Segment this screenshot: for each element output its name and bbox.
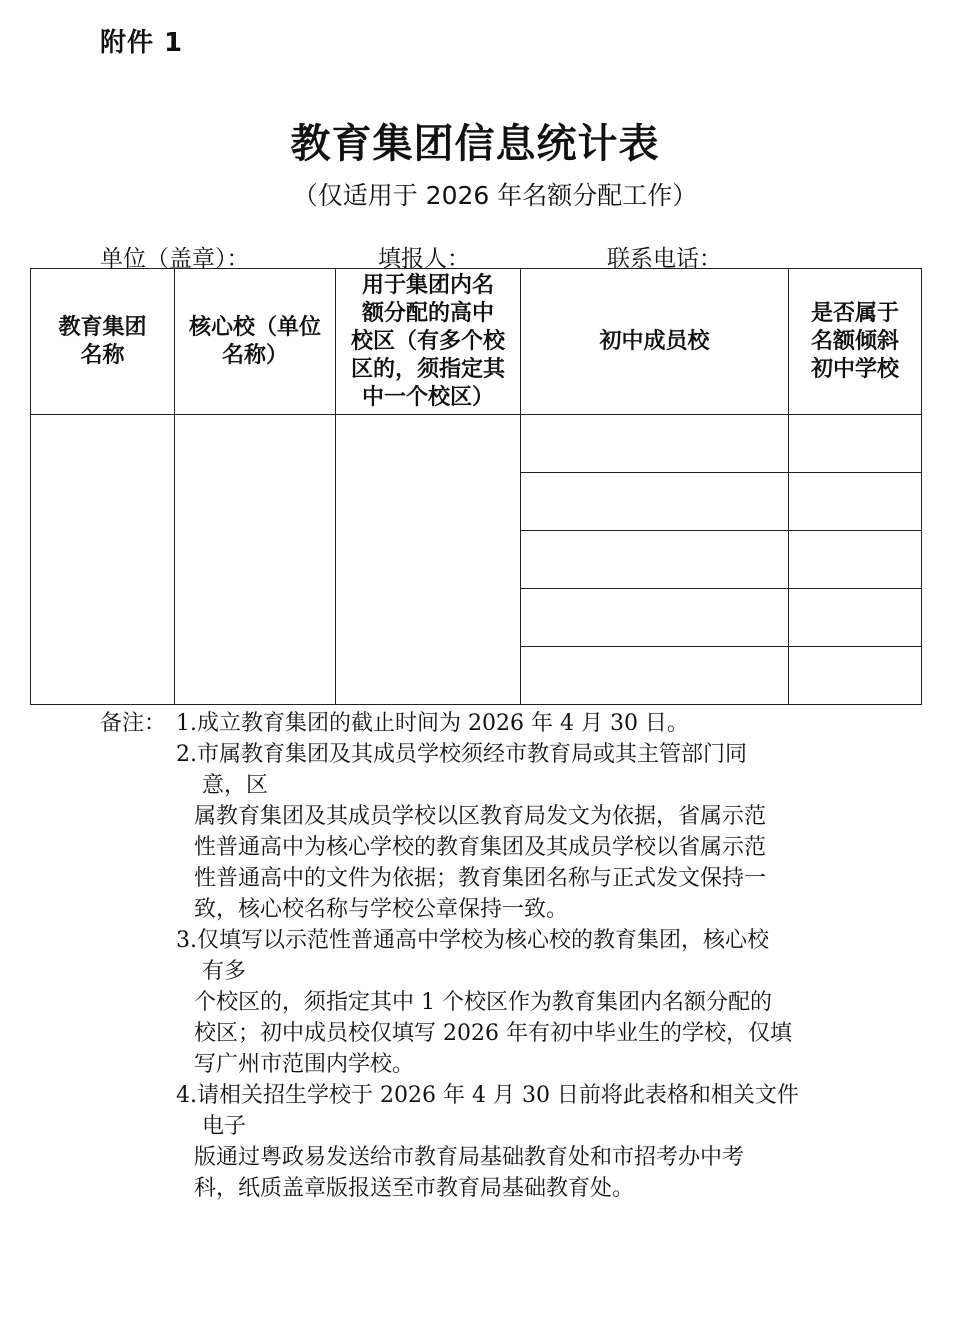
- header-junior-line1: 初中成员校: [599, 328, 710, 354]
- note-line: 属教育集团及其成员学校以区教育局发文为依据，省属示范: [194, 804, 767, 829]
- cell-junior-school[interactable]: [521, 589, 789, 647]
- note-item-3: [176, 925, 856, 1080]
- note-line: 4.请相关招生学校于 2026 年 4 月 30 日前将此表格和相关文件: [176, 1083, 799, 1108]
- cell-quota-tilt[interactable]: [789, 473, 922, 531]
- unit-seal-label: 单位（盖章）：: [100, 246, 250, 272]
- attachment-label: 附件 1: [100, 28, 184, 58]
- cell-junior-school[interactable]: [521, 531, 789, 589]
- note-line: 性普通高中的文件为依据；教育集团名称与正式发文保持一: [194, 866, 767, 891]
- header-group-name: [31, 269, 175, 415]
- note-line: 电子: [202, 1114, 247, 1139]
- header-campus-line4: 区的，须指定其: [350, 356, 505, 382]
- cell-quota-tilt[interactable]: [789, 647, 922, 705]
- note-line: 版通过粤政易发送给市教育局基础教育处和市招考办中考: [194, 1145, 745, 1170]
- note-line: 3.仅填写以示范性普通高中学校为核心校的教育集团，核心校: [176, 928, 769, 953]
- cell-quota-tilt[interactable]: [789, 589, 922, 647]
- cell-high-school-campus[interactable]: [336, 415, 521, 705]
- header-campus-line5: 中一个校区）: [361, 384, 494, 410]
- header-campus-line3: 校区（有多个校: [350, 328, 505, 354]
- reporter-label: 填报人：: [378, 246, 470, 272]
- note-line: 性普通高中为核心学校的教育集团及其成员学校以省属示范: [194, 835, 767, 860]
- header-core-school-line1: 核心校（单位: [188, 314, 321, 340]
- note-line: 2.市属教育集团及其成员学校须经市教育局或其主管部门同: [176, 742, 747, 767]
- note-line: 个校区的，须指定其中 1 个校区作为教育集团内名额分配的: [194, 990, 772, 1015]
- table-row: [31, 415, 922, 473]
- note-item-1: [100, 708, 870, 739]
- header-core-school: [175, 269, 336, 415]
- cell-junior-school[interactable]: [521, 647, 789, 705]
- document-subtitle: （仅适用于 2026 年名额分配工作）: [292, 181, 698, 210]
- document-title: 教育集团信息统计表: [290, 121, 660, 167]
- note-line: 写广州市范围内学校。: [194, 1052, 415, 1077]
- notes-section: [100, 708, 870, 1204]
- header-group-name-line2: 名称: [80, 342, 125, 368]
- cell-junior-school[interactable]: [521, 473, 789, 531]
- header-group-name-line1: 教育集团: [58, 314, 147, 340]
- header-quota-tilt: [789, 269, 922, 415]
- cell-junior-school[interactable]: [521, 415, 789, 473]
- note-line: 有多: [202, 959, 247, 984]
- notes-label: 备注：: [100, 711, 167, 736]
- note-item-2: [176, 739, 856, 925]
- table-header-row: [31, 269, 922, 415]
- header-junior-member-schools: [521, 269, 789, 415]
- note-line: 意，区: [202, 773, 269, 798]
- cell-quota-tilt[interactable]: [789, 531, 922, 589]
- phone-label: 联系电话：: [607, 246, 722, 272]
- note-item-4: [176, 1080, 856, 1204]
- note-item-1-text: 1.成立教育集团的截止时间为 2026 年 4 月 30 日。: [176, 711, 689, 736]
- header-campus-line2: 额分配的高中: [361, 300, 494, 326]
- cell-group-name[interactable]: [31, 415, 175, 705]
- header-tilt-line1: 是否属于: [810, 300, 899, 326]
- statistics-table: [30, 268, 922, 705]
- header-campus-line1: 用于集团内名: [361, 272, 494, 298]
- header-tilt-line2: 名额倾斜: [810, 328, 899, 354]
- note-line: 校区；初中成员校仅填写 2026 年有初中毕业生的学校，仅填: [194, 1021, 792, 1046]
- header-high-school-campus: [336, 269, 521, 415]
- cell-core-school[interactable]: [175, 415, 336, 705]
- note-line: 致，核心校名称与学校公章保持一致。: [194, 897, 569, 922]
- header-tilt-line3: 初中学校: [810, 356, 899, 382]
- header-core-school-line2: 名称）: [221, 342, 288, 368]
- cell-quota-tilt[interactable]: [789, 415, 922, 473]
- note-line: 科，纸质盖章版报送至市教育局基础教育处。: [194, 1176, 635, 1201]
